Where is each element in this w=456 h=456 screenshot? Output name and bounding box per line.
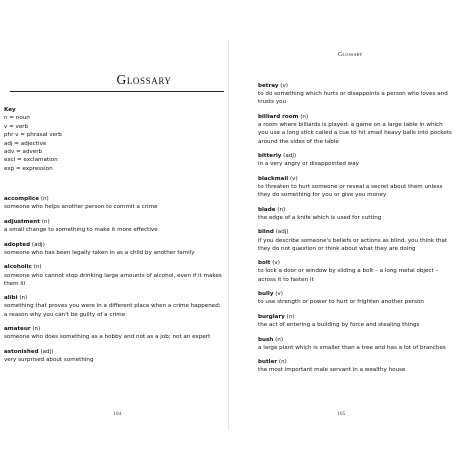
key-heading: Key (4, 107, 16, 113)
right-page-content (258, 82, 452, 381)
entry-pos: (adj) (283, 153, 297, 160)
entry-term: adjustment (4, 218, 40, 225)
glossary-entry (258, 290, 452, 306)
entry-term: bitterly (258, 153, 282, 160)
entry-definition: something that proves you were in a different place when a crime happened; a reason why you can't be guilty of a crime (4, 303, 221, 318)
entry-term: alibi (4, 295, 18, 302)
glossary-entry (4, 348, 222, 364)
key-line: adj = adjective (4, 140, 47, 147)
right-page (230, 0, 456, 456)
entry-pos: (n) (278, 359, 287, 366)
entry-pos: (n) (41, 218, 50, 225)
entry-term: accomplice (4, 196, 40, 203)
glossary-entry (4, 195, 222, 211)
entry-pos: (n) (19, 295, 28, 302)
entry-definition: to do something which hurts or disappoints a person who loves and trusts you (258, 91, 448, 106)
entry-pos: (v) (272, 260, 280, 267)
entry-pos: (v) (275, 291, 283, 298)
key-line: exp = expression (4, 165, 53, 172)
glossary-entry (258, 336, 452, 352)
entry-term: billiard room (258, 113, 299, 120)
entry-definition: someone who does something as a hobby and not as a job; not an expert (4, 334, 211, 341)
entry-pos: (n) (40, 196, 49, 203)
entry-pos: (n) (277, 206, 286, 213)
entry-definition: to use strength or power to hurt or frighten another person (258, 299, 424, 306)
glossary-title: Glossary (116, 72, 172, 87)
key-line: n = noun (4, 115, 30, 122)
entry-definition: the edge of a knife which is used for cutting (258, 214, 382, 221)
entry-term: adopted (4, 241, 31, 248)
entry-pos: (adj) (275, 229, 289, 236)
key-block (4, 106, 222, 173)
entry-definition: to threaten to hurt someone or reveal a secret about them unless they do something for you or give you money (258, 183, 443, 199)
glossary-entry (258, 228, 452, 253)
entry-definition: a small change to something to make it more effective (4, 227, 158, 234)
glossary-entry (4, 218, 222, 234)
glossary-entry (258, 175, 452, 200)
entry-pos: (n) (275, 336, 284, 343)
entry-term: bolt (258, 260, 271, 267)
glossary-entry (4, 294, 222, 319)
entry-term: bully (258, 291, 274, 298)
running-head: Glossary (338, 52, 363, 58)
entry-term: butler (258, 359, 278, 366)
glossary-entry (258, 206, 452, 222)
page-number: 104 (113, 411, 122, 417)
entry-definition: the act of entering a building by force and stealing things (258, 322, 420, 329)
book-gutter (228, 40, 229, 430)
glossary-entry (258, 113, 452, 146)
left-page (0, 0, 226, 456)
entry-definition: very surprised about something (4, 357, 94, 364)
entry-definition: someone who has been legally taken in as a child by another family (4, 249, 195, 256)
key-line: excl = exclamation (4, 157, 58, 164)
entry-definition: someone who helps another person to commit a crime (4, 204, 158, 211)
entry-pos: (v) (280, 83, 288, 89)
glossary-entry (258, 82, 452, 107)
entry-definition: a room where billiards is played: a game on a large table in which you use a long stick called a cue to hit small heavy balls into pockets around the sides of the table (258, 122, 452, 145)
glossary-entry (4, 325, 222, 341)
entry-term: alcoholic (4, 264, 32, 271)
key-line: v = verb (4, 123, 29, 130)
entry-pos: (n) (33, 264, 42, 271)
glossary-entry (258, 358, 452, 374)
entry-definition: the most important male servant in a wealthy house (258, 367, 406, 374)
entry-pos: (n) (300, 113, 309, 120)
entry-term: amateur (4, 326, 31, 333)
entry-term: burglary (258, 313, 285, 320)
glossary-entry (4, 241, 222, 257)
entry-pos: (n) (286, 313, 295, 320)
entry-definition: a large plant which is smaller than a tree and has a lot of branches (258, 344, 446, 351)
entry-term: blade (258, 206, 276, 213)
entry-definition: someone who cannot stop drinking large amounts of alcohol, even if it makes them ill (4, 272, 222, 287)
entry-pos: (v) (289, 175, 298, 182)
entry-term: betray (258, 83, 279, 89)
entry-pos: (adj) (40, 348, 54, 355)
left-page-content (4, 72, 222, 371)
entry-term: bush (258, 336, 274, 343)
key-line: phr v = phrasal verb (4, 132, 62, 139)
entry-definition: if you describe someone's beliefs or actions as blind, you think that they do not question or think about what they are doing (258, 237, 448, 252)
left-entries (4, 195, 222, 364)
entry-definition: in a very angry or disappointed way (258, 161, 359, 168)
entry-term: blackmail (258, 175, 289, 182)
key-line: adv = adverb (4, 149, 43, 156)
entry-term: blind (258, 229, 274, 236)
glossary-entry (258, 259, 452, 284)
glossary-entry (4, 263, 222, 288)
entry-definition: to lock a door or window by sliding a bolt – a long metal object – across it to fasten it (258, 268, 439, 283)
glossary-entry (258, 313, 452, 329)
entry-pos: (n) (32, 326, 41, 333)
page-number: 105 (337, 411, 346, 417)
glossary-entry (258, 152, 452, 168)
title-rule (10, 91, 224, 92)
entry-term: astonished (4, 348, 39, 355)
entry-pos: (adj) (31, 241, 45, 248)
